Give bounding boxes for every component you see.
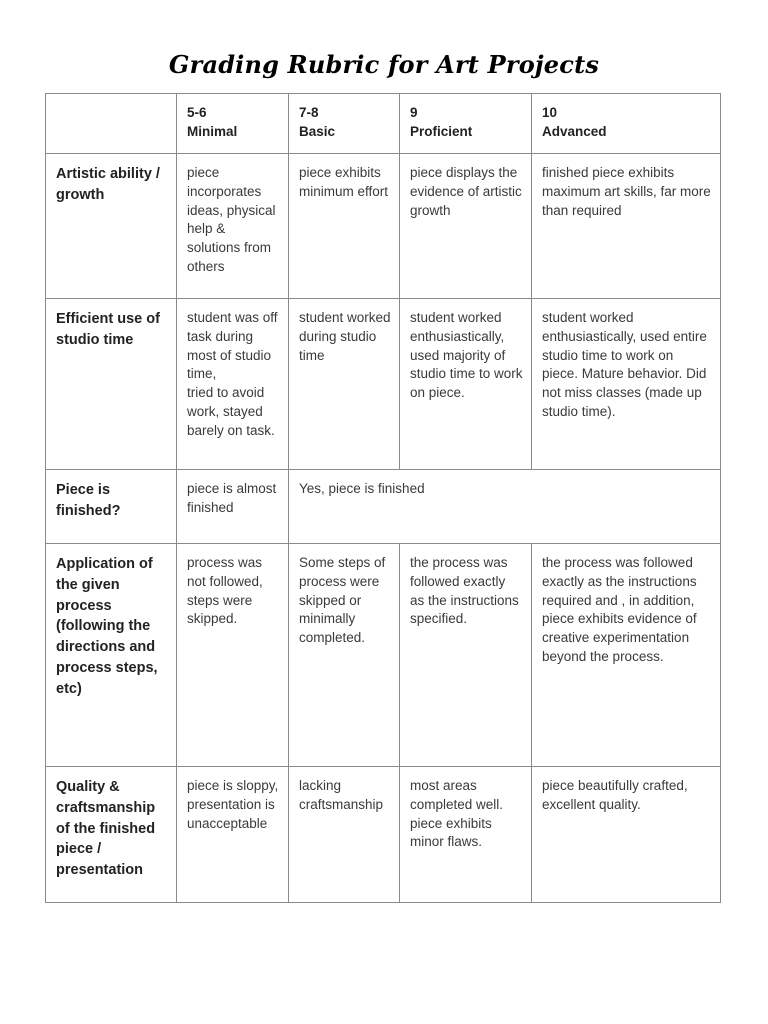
table-cell: piece is sloppy, presentation is unacceptable [177, 767, 289, 903]
table-header-row [46, 94, 721, 154]
page-title: Grading Rubric for Art Projects [168, 50, 600, 79]
column-level: Advanced [542, 123, 607, 139]
table-cell: the process was followed exactly as the instructions required and , in addition, piece exhibits evidence of creative experimentation beyond the process. [532, 544, 721, 767]
table-cell: student worked enthusiastically, used entire studio time to work on piece. Mature behavior. Did not miss classes (made up studio time). [532, 299, 721, 470]
table-cell: finished piece exhibits maximum art skills, far more than required [532, 154, 721, 299]
column-header-basic [289, 94, 400, 154]
table-cell: student was off task during most of studio time, tried to avoid work, stayed barely on task. [177, 299, 289, 470]
table-cell: student worked enthusiastically, used majority of studio time to work on piece. [400, 299, 532, 470]
column-level: Proficient [410, 123, 473, 139]
rubric-table [45, 93, 721, 903]
table-cell-merged: Yes, piece is finished [289, 470, 721, 544]
column-header-proficient [400, 94, 532, 154]
table-cell: lacking craftsmanship [289, 767, 400, 903]
table-cell: student worked during studio time [289, 299, 400, 470]
column-score: 9 [410, 105, 418, 120]
row-criterion: Piece is finished? [46, 470, 177, 544]
table-cell: piece displays the evidence of artistic growth [400, 154, 532, 299]
table-row [46, 470, 721, 544]
column-level: Basic [299, 123, 336, 139]
table-row [46, 544, 721, 767]
row-criterion: Artistic ability / growth [46, 154, 177, 299]
table-cell: most areas completed well. piece exhibits minor flaws. [400, 767, 532, 903]
table-cell: piece is almost finished [177, 470, 289, 544]
table-row [46, 299, 721, 470]
header-empty-cell [46, 94, 177, 154]
table-cell: piece incorporates ideas, physical help & solutions from others [177, 154, 289, 299]
table-cell: process was not followed, steps were skipped. [177, 544, 289, 767]
table-cell: piece beautifully crafted, excellent quality. [532, 767, 721, 903]
column-score: 10 [542, 105, 558, 120]
column-score: 7-8 [299, 105, 319, 120]
table-row [46, 767, 721, 903]
column-header-advanced [532, 94, 721, 154]
table-cell: piece exhibits minimum effort [289, 154, 400, 299]
row-criterion: Efficient use of studio time [46, 299, 177, 470]
table-row [46, 154, 721, 299]
row-criterion: Quality & craftsmanship of the finished piece / presentation [46, 767, 177, 903]
column-level: Minimal [187, 123, 238, 139]
table-cell: Some steps of process were skipped or minimally completed. [289, 544, 400, 767]
table-cell: the process was followed exactly as the instructions specified. [400, 544, 532, 767]
column-header-minimal [177, 94, 289, 154]
column-score: 5-6 [187, 105, 207, 120]
row-criterion: Application of the given process (following the directions and process steps, etc) [46, 544, 177, 767]
